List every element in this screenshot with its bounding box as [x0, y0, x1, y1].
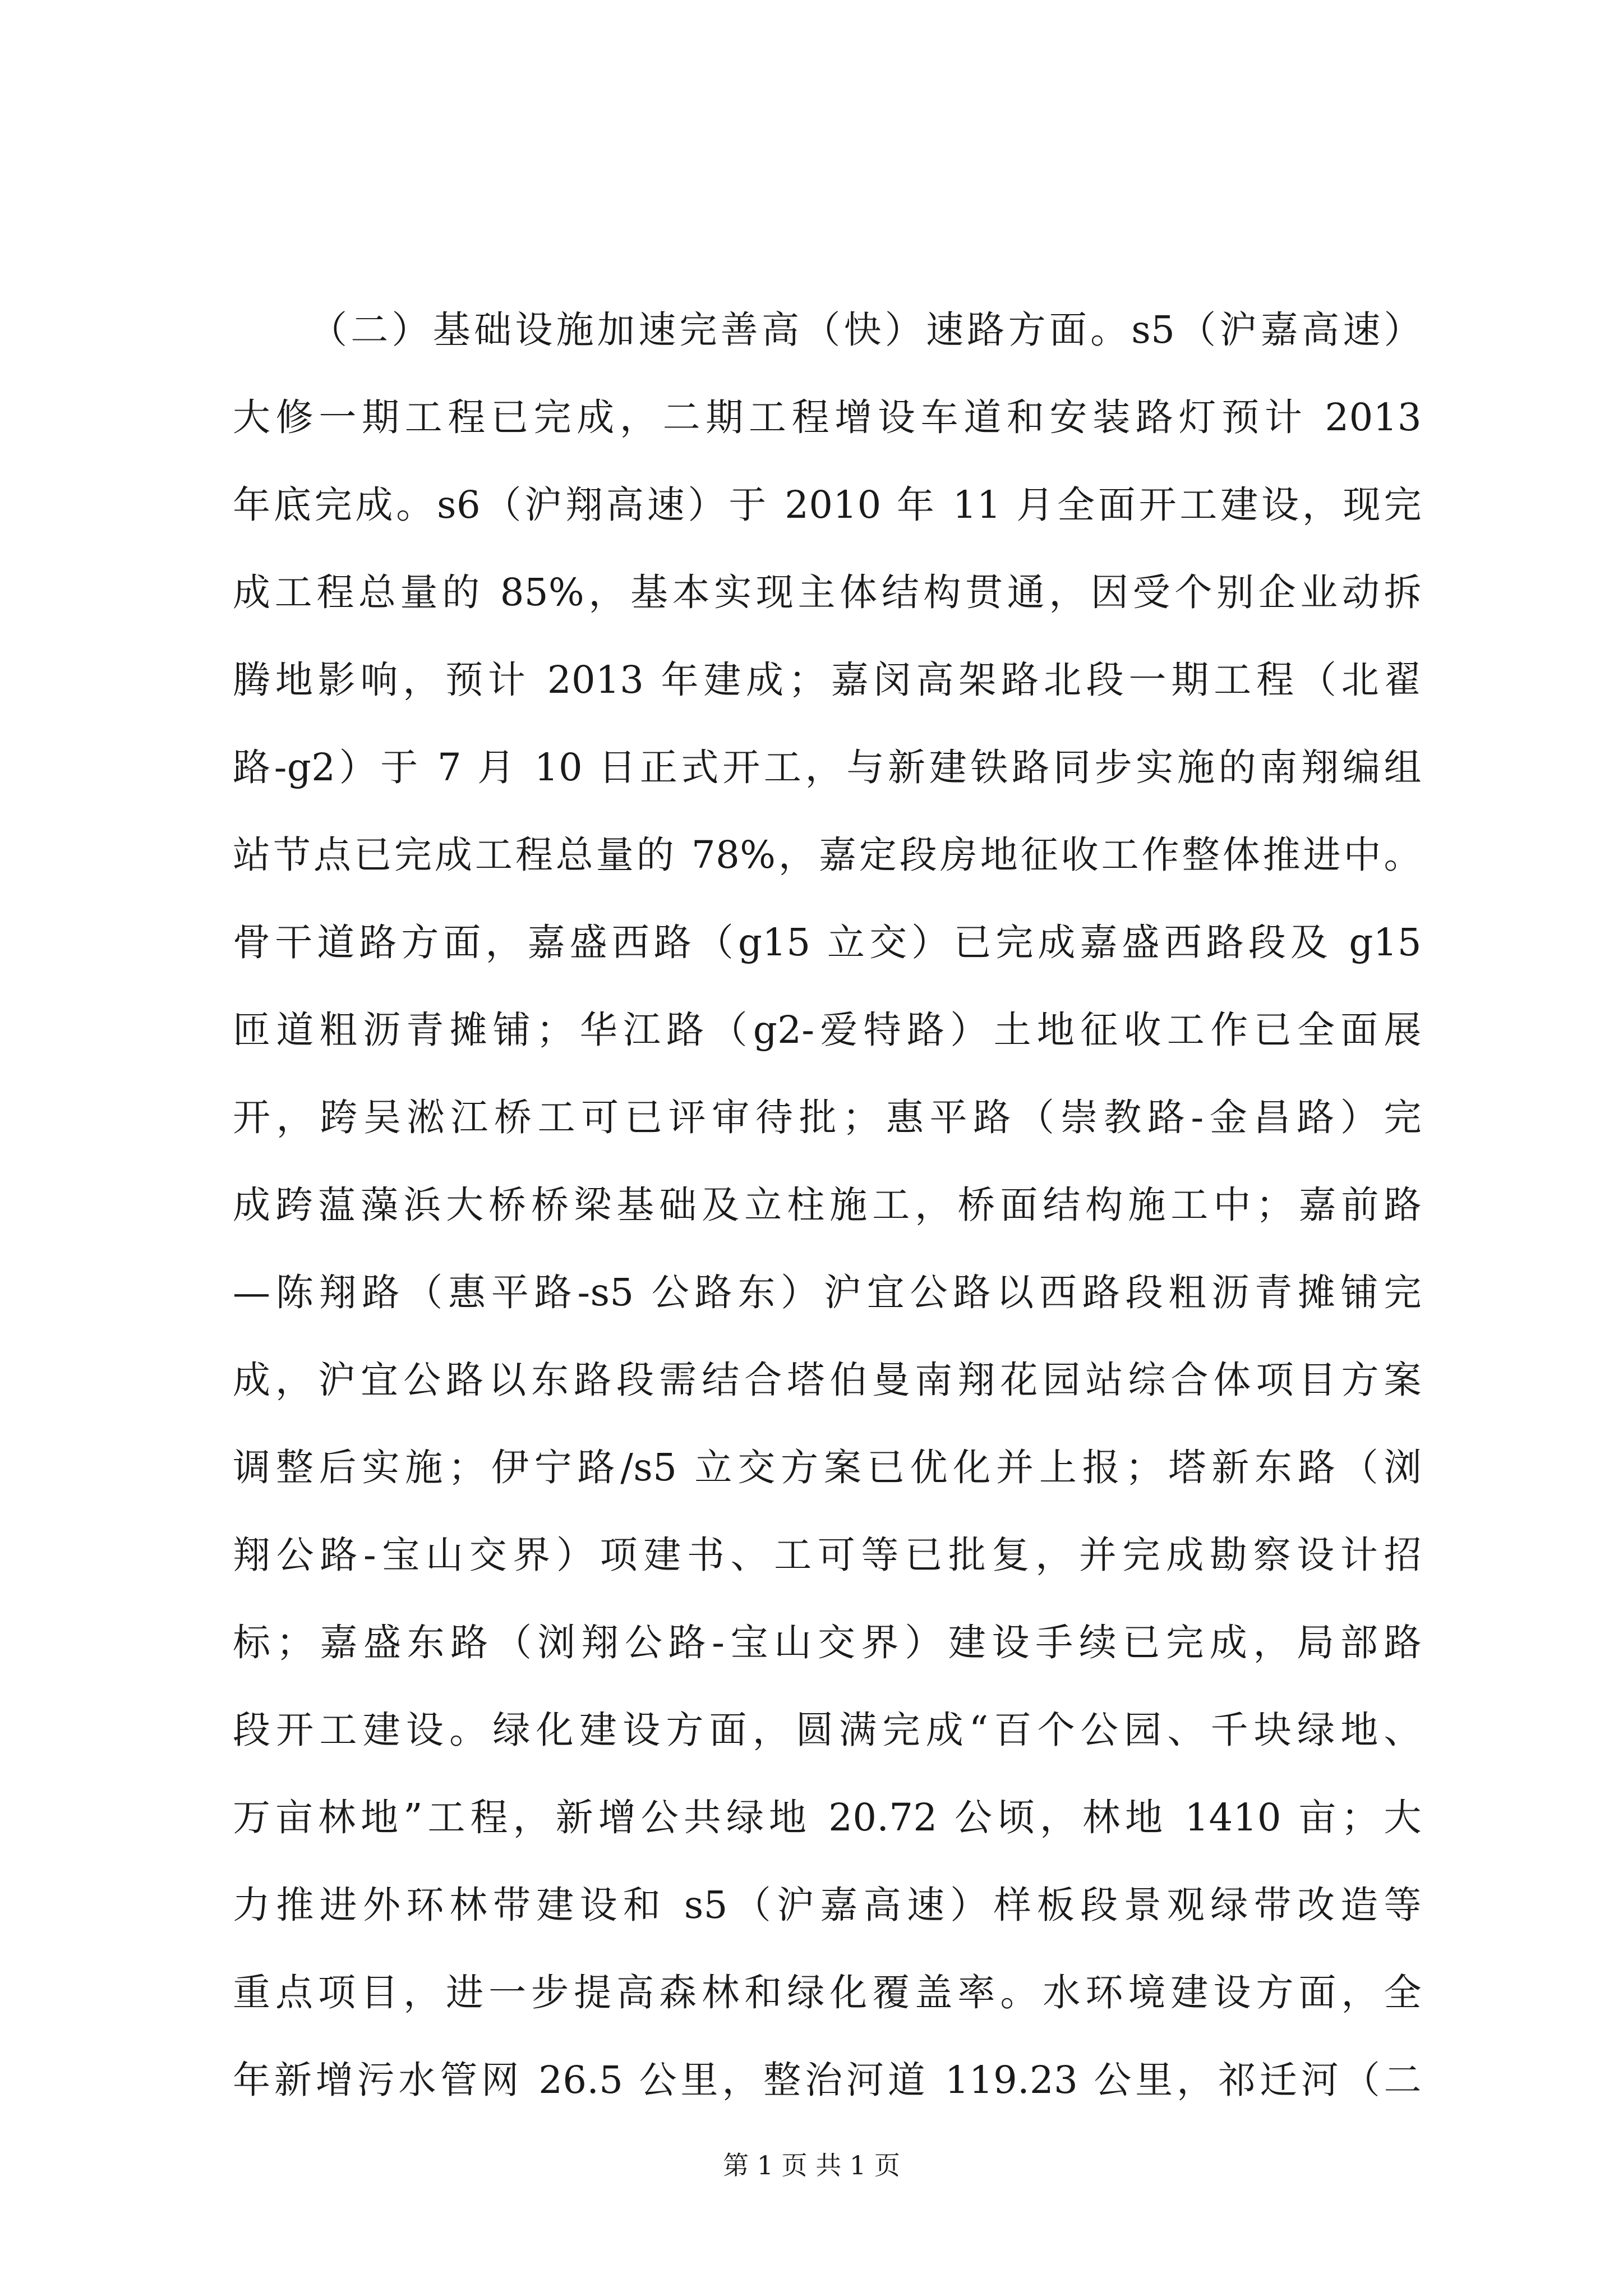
text-line: 骨干道路方面，嘉盛西路（g15 立交）已完成嘉盛西路段及 g15 — [233, 921, 1422, 964]
text-line: 段开工建设。绿化建设方面，圆满完成“百个公园、千块绿地、 — [233, 1708, 1422, 1752]
text-line: 年底完成。s6（沪翔高速）于 2010 年 11 月全面开工建设，现完 — [233, 483, 1422, 527]
body-paragraph — [233, 286, 1422, 2124]
text-line: 匝道粗沥青摊铺；华江路（g2-爱特路）土地征收工作已全面展 — [233, 1008, 1422, 1052]
text-line: 重点项目，进一步提高森林和绿化覆盖率。水环境建设方面，全 — [233, 1971, 1422, 2014]
text-line: 成，沪宜公路以东路段需结合塔伯曼南翔花园站综合体项目方案 — [233, 1358, 1422, 1402]
text-line: 力推进外环林带建设和 s5（沪嘉高速）样板段景观绿带改造等 — [233, 1883, 1422, 1927]
text-line: 成工程总量的 85%，基本实现主体结构贯通，因受个别企业动拆 — [233, 570, 1422, 614]
text-line: 翔公路-宝山交界）项建书、工可等已批复，并完成勘察设计招 — [233, 1533, 1422, 1577]
text-line: —陈翔路（惠平路-s5 公路东）沪宜公路以西路段粗沥青摊铺完 — [233, 1271, 1422, 1314]
text-line: 大修一期工程已完成，二期工程增设车道和安装路灯预计 2013 — [233, 395, 1422, 439]
text-line: （二）基础设施加速完善高（快）速路方面。s5（沪嘉高速） — [310, 308, 1422, 352]
text-line: 调整后实施；伊宁路/s5 立交方案已优化并上报；塔新东路（浏 — [233, 1446, 1422, 1489]
text-line: 路-g2）于 7 月 10 日正式开工，与新建铁路同步实施的南翔编组 — [233, 746, 1422, 789]
text-line: 腾地影响，预计 2013 年建成；嘉闵高架路北段一期工程（北翟 — [233, 658, 1422, 702]
text-line: 成跨蕰藻浜大桥桥梁基础及立柱施工，桥面结构施工中；嘉前路 — [233, 1183, 1422, 1227]
text-line: 开，跨吴淞江桥工可已评审待批；惠平路（崇教路-金昌路）完 — [233, 1096, 1422, 1139]
text-line: 年新增污水管网 26.5 公里，整治河道 119.23 公里，祁迁河（二 — [233, 2058, 1422, 2102]
text-line: 站节点已完成工程总量的 78%，嘉定段房地征收工作整体推进中。 — [233, 833, 1422, 877]
text-line: 标；嘉盛东路（浏翔公路-宝山交界）建设手续已完成，局部路 — [233, 1621, 1422, 1664]
page-footer: 第 1 页 共 1 页 — [723, 2150, 900, 2180]
text-line: 万亩林地”工程，新增公共绿地 20.72 公顷，林地 1410 亩；大 — [233, 1796, 1422, 1839]
